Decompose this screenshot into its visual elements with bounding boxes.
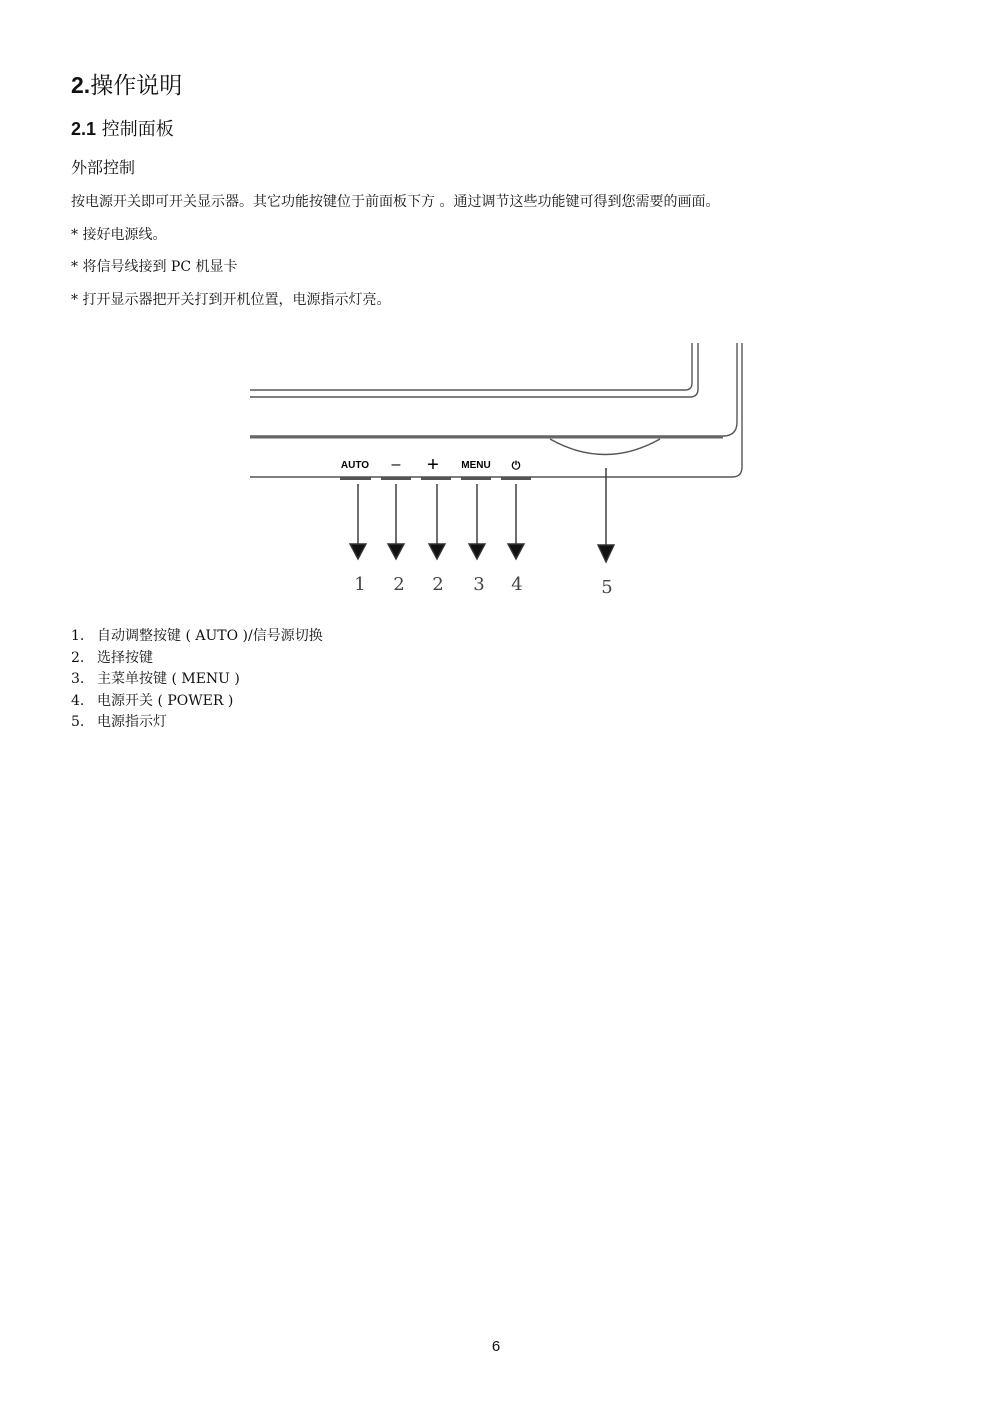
callout-number: 3 — [473, 574, 485, 595]
bullet-item: * 将信号线接到 PC 机显卡 — [71, 259, 238, 275]
list-item-text: 选择按键 — [97, 649, 153, 666]
plus-button — [421, 477, 451, 480]
callout-number: 1 — [354, 574, 366, 595]
list-item — [71, 648, 323, 670]
auto-label: AUTO — [340, 460, 370, 471]
subsection-heading — [71, 116, 174, 143]
subsection-heading-number: 2.1 — [71, 119, 97, 139]
section-heading-number: 2. — [71, 72, 91, 98]
menu-button — [461, 477, 491, 480]
subsection-heading-title: 控制面板 — [101, 119, 174, 140]
bullet-item: * 接好电源线。 — [71, 227, 167, 243]
plus-label: + — [427, 454, 439, 476]
callout-arrow — [598, 545, 614, 562]
callout-arrow — [429, 544, 445, 559]
list-item — [71, 712, 323, 734]
list-item-text: 主菜单按键 ( MENU ) — [97, 671, 240, 687]
power-button — [501, 477, 531, 480]
bullet-item: * 打开显示器把开关打到开机位置，电源指示灯亮。 — [71, 292, 391, 308]
list-item — [71, 669, 323, 691]
page-number: 6 — [491, 1338, 501, 1355]
callout-arrow — [350, 544, 366, 559]
list-item-number: 2. — [71, 649, 85, 666]
minus-button — [381, 477, 411, 480]
list-item-text: 电源开关 ( POWER ) — [97, 692, 234, 709]
power-icon: ⏻ — [511, 459, 521, 472]
legend-list — [71, 626, 323, 734]
callout-arrow — [469, 544, 485, 559]
menu-label: MENU — [461, 460, 491, 471]
section-heading — [71, 70, 182, 101]
list-item-number: 3. — [71, 671, 85, 687]
section-title: 外部控制 — [71, 158, 136, 177]
list-item-text: 电源指示灯 — [97, 714, 167, 730]
callout-number: 2 — [432, 574, 444, 595]
list-item-text: 自动调整按键 ( AUTO )/信号源切换 — [97, 628, 323, 644]
list-item — [71, 626, 323, 648]
callout-number: 5 — [601, 577, 613, 598]
callout-number: 2 — [393, 574, 405, 595]
list-item-number: 1. — [71, 628, 85, 644]
intro-paragraph: 按电源开关即可开关显示器。其它功能按键位于前面板下方 。通过调节这些功能键可得到您需要的画面。 — [71, 194, 720, 210]
auto-button — [340, 477, 371, 480]
list-item — [71, 691, 323, 713]
minus-label: – — [391, 456, 401, 473]
callout-arrow — [508, 544, 524, 559]
list-item-number: 5. — [71, 714, 85, 730]
list-item-number: 4. — [71, 692, 85, 709]
section-heading-title: 操作说明 — [90, 73, 183, 99]
callout-arrow — [388, 544, 404, 559]
control-panel-diagram — [245, 340, 755, 605]
callout-number: 4 — [511, 574, 523, 595]
